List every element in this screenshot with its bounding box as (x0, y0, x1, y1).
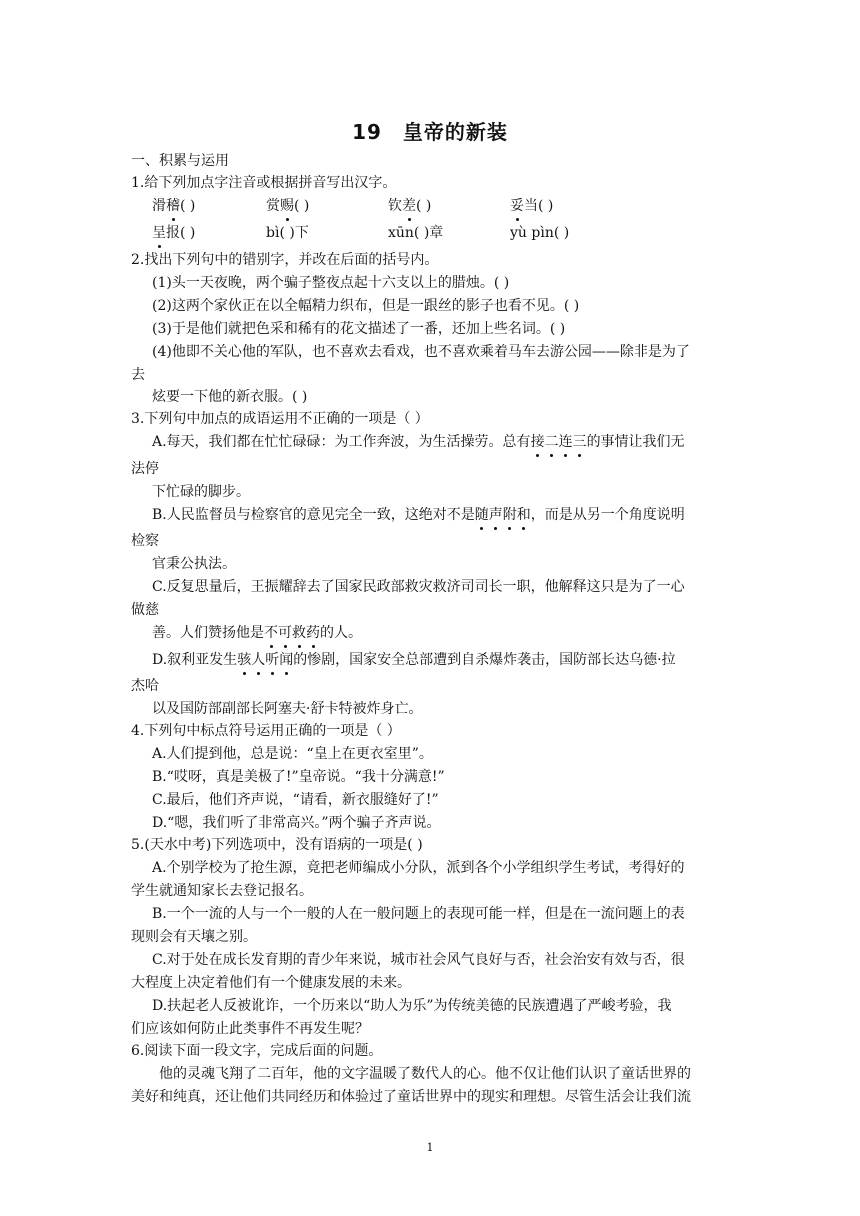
dotted-char: 人 (251, 649, 265, 671)
section-heading: 一、积累与运用 (131, 153, 229, 169)
q3-option-b-cont: 官秉公执法。 (152, 556, 236, 572)
q6-prompt: 6.阅读下面一段文字，完成后面的问题。 (131, 1043, 383, 1059)
q4-option: A.人们提到他，总是说：“皇上在更衣室里”。 (152, 746, 433, 762)
q1-row2-item: xūn( )章 (388, 225, 444, 241)
q3-option-a: A.每天，我们都在忙忙碌碌：为工作奔波，为生活操劳。总有接二连三的事情让我们无 (152, 431, 685, 453)
dotted-char: 接 (531, 431, 545, 453)
q5-option-c: C.对于处在成长发育期的青少年来说，城市社会风气良好与否，社会治安有效与否，很 (152, 952, 685, 968)
dotted-idiom (531, 434, 587, 450)
q3-option-b-cont: 检察 (131, 533, 159, 549)
q6-passage-line: 美好和纯真，还让他们共同经历和体验过了童话世界中的现实和理想。尽管生活会让我们流 (131, 1089, 691, 1105)
q2-item: (1)头一天夜晚，两个骗子整夜点起十六支以上的腊烛。( ) (152, 275, 510, 291)
dotted-char: 妥 (510, 195, 524, 217)
q5-prompt: 5.(天水中考)下列选项中，没有语病的一项是( ) (131, 837, 423, 853)
q1-row2-item: bì( )下 (266, 225, 309, 241)
q5-option-a: A.个别学校为了抢生源，竟把老师编成小分队，派到各个小学组织学生考试，考得好的 (152, 860, 685, 876)
dotted-idiom (475, 507, 531, 523)
q5-option-a-cont: 学生就通知家长去登记报名。 (131, 883, 313, 899)
q1-row1-item: 滑稽( ) (152, 195, 195, 217)
dotted-char: 和 (517, 504, 531, 526)
q1-row2-item: 呈报( ) (152, 222, 195, 244)
q5-option-b: B.一个一流的人与一个一般的人在一般问题上的表现可能一样，但是在一流问题上的表 (152, 906, 685, 922)
q3-option-d-cont: 以及国防部副部长阿塞夫·舒卡特被炸身亡。 (152, 701, 423, 717)
dotted-char: 药 (306, 622, 320, 644)
dotted-char: 骇 (237, 649, 251, 671)
dotted-char: 呈 (152, 222, 166, 244)
q2-item: (2)这两个家伙正在以全幅精力织布，但是一跟丝的影子也看不见。( ) (152, 298, 580, 314)
q3-option-a-cont: 下忙碌的脚步。 (152, 484, 250, 500)
dotted-char: 差 (402, 195, 416, 217)
q1-row1-item: 钦差( ) (388, 195, 431, 217)
q1-row2-item: yù pìn( ) (510, 225, 570, 241)
dotted-char: 连 (559, 431, 573, 453)
q3-option-b: B.人民监督员与检察官的意见完全一致，这绝对不是随声附和，而是从另一个角度说明 (152, 504, 685, 526)
q3-option-d: D.叙利亚发生骇人听闻的惨剧，国家安全总部遭到自杀爆炸袭击，国防部长达乌德·拉 (152, 649, 676, 671)
q4-option: D.“嗯，我们听了非常高兴。”两个骗子齐声说。 (152, 815, 441, 831)
q6-passage-line: 他的灵魂飞翔了二百年，他的文字温暖了数代人的心。他不仅让他们认识了童话世界的 (159, 1066, 691, 1082)
dotted-char: 不 (264, 622, 278, 644)
q2-item: 去 (131, 367, 145, 383)
dotted-char: 三 (573, 431, 587, 453)
dotted-idiom (237, 652, 293, 668)
q4-prompt: 4.下列句中标点符号运用正确的一项是（ ） (131, 723, 401, 739)
dotted-char: 二 (545, 431, 559, 453)
q1-prompt: 1.给下列加点字注音或根据拼音写出汉字。 (131, 175, 397, 191)
dotted-char: 稽 (166, 195, 180, 217)
q4-option: B.“哎呀，真是美极了!”皇帝说。“我十分满意!” (152, 769, 445, 785)
q2-item: 炫要一下他的新衣服。( ) (152, 389, 308, 405)
dotted-char: 声 (489, 504, 503, 526)
q2-item: (4)他即不关心他的军队，也不喜欢去看戏，也不喜欢乘着马车去游公园——除非是为了 (152, 344, 690, 360)
dotted-char: 闻 (279, 649, 293, 671)
page-title: 19 皇帝的新装 (352, 120, 508, 144)
q5-option-c-cont: 大程度上决定着他们有一个健康发展的未来。 (131, 975, 411, 991)
dotted-char: 附 (503, 504, 517, 526)
q5-option-d-cont: 们应该如何防止此类事件不再发生呢？ (131, 1021, 369, 1037)
dotted-char: 赐 (280, 195, 294, 217)
q2-item: (3)于是他们就把色采和稀有的花文描述了一番，还加上些名词。( ) (152, 321, 566, 337)
page-number: 1 (426, 1141, 434, 1154)
q5-option-d: D.扶起老人反被讹诈，一个历来以“助人为乐”为传统美德的民族遭遇了严峻考验，我 (152, 998, 672, 1014)
q1-row1-item: 妥当( ) (510, 195, 553, 217)
q1-row1-item: 赏赐( ) (266, 195, 309, 217)
dotted-char: 随 (475, 504, 489, 526)
q5-option-b-cont: 现则会有天壤之别。 (131, 929, 257, 945)
q3-option-c: C.反复思量后，王振耀辞去了国家民政部救灾救济司司长一职，他解释这只是为了一心 (152, 579, 685, 595)
dotted-char: 听 (265, 649, 279, 671)
q3-option-a-cont: 法停 (131, 461, 159, 477)
dotted-char: 可 (278, 622, 292, 644)
q3-option-c-cont: 做慈 (131, 602, 159, 618)
dotted-char: 救 (292, 622, 306, 644)
dotted-idiom (264, 625, 320, 641)
q3-option-c-cont: 善。人们赞扬他是不可救药的人。 (152, 622, 362, 644)
q4-option: C.最后，他们齐声说，“请看，新衣服缝好了!” (152, 792, 439, 808)
q3-option-d-cont: 杰哈 (131, 678, 159, 694)
q3-prompt: 3.下列句中加点的成语运用不正确的一项是（ ） (131, 411, 429, 427)
q2-prompt: 2.找出下列句中的错别字，并改在后面的括号内。 (131, 252, 439, 268)
